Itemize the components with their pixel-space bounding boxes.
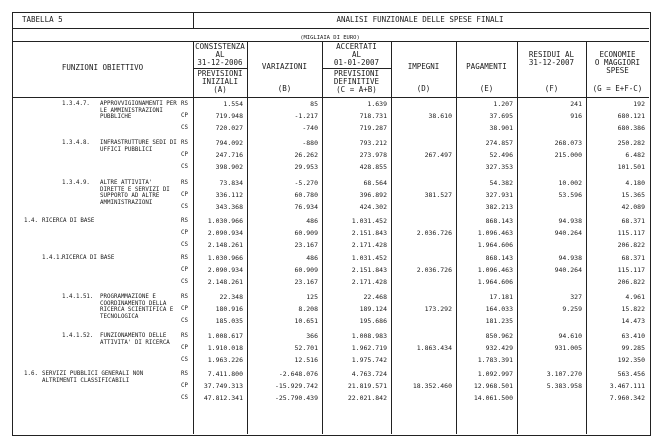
row-kind: CS — [181, 242, 188, 248]
table-cell: 343.368 — [215, 203, 243, 211]
function-label: TECNOLOGICA — [100, 313, 139, 320]
table-cell: 22.021.842 — [347, 394, 387, 402]
function-label: SUPPORTO AD ALTRE — [100, 193, 160, 200]
table-cell: 206.822 — [617, 241, 645, 249]
table-cell: -15.929.742 — [274, 382, 318, 390]
table-cell: 52.701 — [294, 344, 318, 352]
table-cell: 99.285 — [621, 344, 645, 352]
row-kind: RS — [181, 255, 188, 261]
column-subheader: (D) — [416, 84, 431, 93]
table-cell: 1.964.606 — [477, 241, 513, 249]
table-cell: 63.410 — [621, 332, 645, 340]
row-kind: RS — [181, 218, 188, 224]
table-cell: 4.180 — [625, 179, 645, 187]
table-cell: 940.264 — [554, 266, 582, 274]
table-cell: 932.429 — [485, 344, 513, 352]
table-cell: 2.090.934 — [207, 266, 243, 274]
column-header-line: 01-01-2007 — [333, 58, 380, 67]
row-kind: CS — [181, 164, 188, 170]
table-cell: 366 — [306, 332, 318, 340]
table-cell: 173.292 — [424, 305, 452, 313]
table-cell: 1.031.452 — [351, 254, 387, 262]
table-cell: -880 — [302, 139, 318, 147]
function-label: FUNZIONAMENTO DELLE — [100, 333, 167, 339]
table-cell: 7.960.342 — [609, 394, 645, 402]
table-cell: 2.148.261 — [207, 241, 243, 249]
table-cell: 1.092.997 — [477, 370, 513, 378]
table-cell: 327 — [570, 293, 582, 301]
table-cell: 26.262 — [294, 151, 318, 159]
table-cell: 250.282 — [617, 139, 645, 147]
table-cell: 931.005 — [554, 344, 582, 352]
table-cell: 850.962 — [485, 332, 513, 340]
column-header-line: ACCERTATI — [336, 42, 377, 51]
table-cell: 1.783.391 — [477, 356, 513, 364]
title-divider — [193, 12, 194, 28]
table-cell: 23.167 — [294, 278, 318, 286]
table-cell: -1.217 — [294, 112, 318, 120]
table-cell: 868.143 — [485, 217, 513, 225]
column-rule — [517, 41, 518, 434]
table-cell: 1.030.966 — [207, 217, 243, 225]
table-cell: 185.035 — [215, 317, 243, 325]
table-cell: 17.181 — [489, 293, 513, 301]
table-cell: 2.171.428 — [351, 278, 387, 286]
table-cell: 718.731 — [359, 112, 387, 120]
column-subheader: DEFINITIVE — [333, 77, 380, 86]
row-kind: RS — [181, 333, 188, 339]
function-label: DIRETTE E SERVIZI DI — [100, 186, 170, 193]
row-kind: RS — [181, 101, 188, 107]
column-subheader: INIZIALI — [201, 77, 239, 86]
table-cell: 268.073 — [554, 139, 582, 147]
table-cell: 868.143 — [485, 254, 513, 262]
table-cell: 14.473 — [621, 317, 645, 325]
table-cell: 54.382 — [489, 179, 513, 187]
table-cell: 1.030.966 — [207, 254, 243, 262]
functions-header: FUNZIONI OBIETTIVO — [61, 63, 144, 72]
row-kind: RS — [181, 294, 188, 300]
row-kind: CS — [181, 279, 188, 285]
table-cell: 6.482 — [625, 151, 645, 159]
row-kind: CS — [181, 395, 188, 401]
table-cell: 4.961 — [625, 293, 645, 301]
table-cell: 398.902 — [215, 163, 243, 171]
column-subheader: (E) — [479, 84, 494, 93]
table-cell: 47.812.341 — [203, 394, 243, 402]
table-cell: 15.365 — [621, 191, 645, 199]
function-code: 1.4.1.52. — [62, 333, 94, 339]
column-subheader: (F) — [544, 84, 559, 93]
table-cell: 1.008.983 — [351, 332, 387, 340]
table-cell: 60.909 — [294, 266, 318, 274]
column-header-line: 31-12-2006 — [197, 58, 243, 67]
table-cell: 85 — [310, 100, 318, 108]
table-cell: 115.117 — [617, 266, 645, 274]
table-cell: 215.000 — [554, 151, 582, 159]
column-header-line: AL — [215, 50, 225, 59]
table-cell: 424.302 — [359, 203, 387, 211]
table-cell: 1.863.434 — [416, 344, 452, 352]
table-cell: 1.008.617 — [207, 332, 243, 340]
column-rule — [247, 41, 248, 434]
table-cell: 2.171.428 — [351, 241, 387, 249]
table-cell: 3.107.270 — [546, 370, 582, 378]
header-rule-bottom — [12, 97, 649, 98]
table-cell: 53.596 — [558, 191, 582, 199]
table-cell: 94.938 — [558, 217, 582, 225]
table-cell: 1.031.452 — [351, 217, 387, 225]
table-cell: 2.036.726 — [416, 266, 452, 274]
table-cell: 1.975.742 — [351, 356, 387, 364]
table-cell: 2.151.843 — [351, 229, 387, 237]
row-kind: RS — [181, 180, 188, 186]
function-code: 1.3.4.9. — [62, 180, 90, 186]
table-cell: 23.167 — [294, 241, 318, 249]
function-label: RICERCA SCIENTIFICA E — [100, 307, 174, 314]
table-cell: 14.061.500 — [473, 394, 513, 402]
column-header-line: AL — [351, 50, 362, 59]
column-header-line: RESIDUI AL — [528, 50, 575, 59]
column-subheader: PREVISIONI — [197, 69, 243, 78]
table-cell: 22.348 — [219, 293, 243, 301]
table-cell: 12.968.501 — [473, 382, 513, 390]
table-cell: 101.501 — [617, 163, 645, 171]
table-cell: 940.264 — [554, 229, 582, 237]
table-cell: 336.112 — [215, 191, 243, 199]
table-number: TABELLA 5 — [22, 15, 63, 24]
table-cell: 1.096.463 — [477, 229, 513, 237]
column-rule — [391, 41, 392, 434]
row-kind: CS — [181, 357, 188, 363]
column-rule — [322, 41, 323, 434]
table-cell: 274.857 — [485, 139, 513, 147]
table-cell: 1.962.719 — [351, 344, 387, 352]
table-cell: 327.931 — [485, 191, 513, 199]
table-cell: 4.763.724 — [351, 370, 387, 378]
function-label: ALTRE ATTIVITA' — [100, 180, 153, 186]
column-subheader: PREVISIONI — [333, 69, 380, 78]
table-cell: 73.834 — [219, 179, 243, 187]
table-cell: 793.212 — [359, 139, 387, 147]
column-header-line: 31-12-2007 — [528, 58, 575, 67]
function-code: 1.4.1.51. — [62, 294, 94, 300]
column-rule — [456, 41, 457, 434]
table-cell: 8.208 — [298, 305, 318, 313]
table-cell: 42.089 — [621, 203, 645, 211]
column-subheader: (C = A+B) — [336, 85, 377, 94]
row-kind: CP — [181, 383, 188, 389]
row-kind: CS — [181, 204, 188, 210]
column-header-line: O MAGGIORI — [594, 58, 641, 67]
column-header-line: IMPEGNI — [407, 62, 440, 71]
function-label: UFFICI PUBBLICI — [100, 146, 153, 153]
table-cell: -2.648.076 — [278, 370, 318, 378]
table-cell: 60.909 — [294, 229, 318, 237]
table-unit: (MIGLIAIA DI EURO) — [300, 35, 360, 41]
column-header-line: CONSISTENZA — [195, 42, 245, 51]
table-cell: 15.822 — [621, 305, 645, 313]
title-rule — [12, 28, 649, 29]
table-cell: 180.916 — [215, 305, 243, 313]
table-cell: 60.780 — [294, 191, 318, 199]
table-cell: 29.953 — [294, 163, 318, 171]
function-label: SERVIZI PUBBLICI GENERALI NON — [42, 371, 144, 377]
table-cell: 9.259 — [562, 305, 582, 313]
row-kind: CP — [181, 267, 188, 273]
table-cell: 1.554 — [223, 100, 243, 108]
column-subheader: (G = E+F-C) — [592, 84, 643, 93]
function-label: COORDINAMENTO DELLA — [100, 300, 167, 307]
table-cell: 1.639 — [367, 100, 387, 108]
table-cell: 181.235 — [485, 317, 513, 325]
table-cell: 189.124 — [359, 305, 387, 313]
function-label: ALTRIMENTI CLASSIFICABILI — [42, 377, 130, 384]
column-subheader: (A) — [213, 85, 227, 94]
column-header-line: SPESE — [606, 66, 629, 75]
table-cell: 719.948 — [215, 112, 243, 120]
table-cell: 396.892 — [359, 191, 387, 199]
column-subheader: (B) — [277, 84, 292, 93]
table-cell: 76.934 — [294, 203, 318, 211]
table-cell: 2.151.843 — [351, 266, 387, 274]
column-header-line: ECONOMIE — [599, 50, 636, 59]
function-code: 1.3.4.8. — [62, 140, 90, 146]
table-cell: 192.350 — [617, 356, 645, 364]
table-cell: 12.516 — [294, 356, 318, 364]
table-cell: -5.270 — [294, 179, 318, 187]
column-header-line: VARIAZIONI — [261, 62, 308, 71]
row-kind: CP — [181, 345, 188, 351]
table-cell: 10.651 — [294, 317, 318, 325]
function-label: PUBBLICHE — [100, 114, 132, 121]
function-label: APPROVVIGIONAMENTI PER — [100, 101, 177, 107]
table-cell: 1.207 — [493, 100, 513, 108]
table-cell: 37.749.313 — [203, 382, 243, 390]
table-cell: 52.496 — [489, 151, 513, 159]
function-label: INFRASTRUTTURE SEDI DI — [100, 140, 177, 146]
function-label: LE AMMINISTRAZIONI — [100, 107, 163, 114]
table-cell: 563.456 — [617, 370, 645, 378]
table-cell: 5.383.958 — [546, 382, 582, 390]
table-cell: 794.092 — [215, 139, 243, 147]
function-code: 1.3.4.7. — [62, 101, 90, 107]
table-cell: 1.096.463 — [477, 266, 513, 274]
table-cell: 719.287 — [359, 124, 387, 132]
table-cell: 327.353 — [485, 163, 513, 171]
table-cell: 18.352.460 — [412, 382, 452, 390]
table-cell: 486 — [306, 217, 318, 225]
table-cell: 7.411.800 — [207, 370, 243, 378]
table-cell: 720.027 — [215, 124, 243, 132]
column-rule — [586, 41, 587, 434]
table-cell: 94.610 — [558, 332, 582, 340]
table-cell: 267.497 — [424, 151, 452, 159]
table-cell: 916 — [570, 112, 582, 120]
table-cell: 381.527 — [424, 191, 452, 199]
function-label: RICERCA DI BASE — [62, 255, 115, 261]
table-cell: 247.716 — [215, 151, 243, 159]
table-cell: 486 — [306, 254, 318, 262]
table-cell: 2.090.934 — [207, 229, 243, 237]
row-kind: CP — [181, 113, 188, 119]
table-cell: 195.686 — [359, 317, 387, 325]
row-kind: CP — [181, 230, 188, 236]
row-kind: CP — [181, 192, 188, 198]
function-label: AMMINISTRAZIONI — [100, 199, 153, 206]
table-cell: 21.819.571 — [347, 382, 387, 390]
table-cell: 38.901 — [489, 124, 513, 132]
table-cell: 428.855 — [359, 163, 387, 171]
table-cell: -740 — [302, 124, 318, 132]
table-cell: 38.610 — [428, 112, 452, 120]
table-cell: 10.002 — [558, 179, 582, 187]
row-kind: RS — [181, 140, 188, 146]
table-cell: 1.963.226 — [207, 356, 243, 364]
table-cell: 68.371 — [621, 254, 645, 262]
table-cell: 241 — [570, 100, 582, 108]
table-cell: 94.938 — [558, 254, 582, 262]
table-cell: 68.371 — [621, 217, 645, 225]
table-cell: 382.213 — [485, 203, 513, 211]
table-cell: 273.978 — [359, 151, 387, 159]
function-label: PROGRAMMAZIONE E — [100, 294, 156, 300]
table-cell: 68.564 — [363, 179, 387, 187]
column-rule — [193, 41, 194, 434]
table-cell: 680.121 — [617, 112, 645, 120]
table-cell: 115.117 — [617, 229, 645, 237]
table-cell: 22.468 — [363, 293, 387, 301]
table-title: ANALISI FUNZIONALE DELLE SPESE FINALI — [336, 15, 504, 24]
table-cell: 680.386 — [617, 124, 645, 132]
table-cell: 37.695 — [489, 112, 513, 120]
table-cell: 192 — [633, 100, 645, 108]
table-cell: 206.822 — [617, 278, 645, 286]
row-kind: CP — [181, 152, 188, 158]
table-cell: 164.033 — [485, 305, 513, 313]
function-code: 1.4. — [24, 218, 38, 224]
table-cell: 2.036.726 — [416, 229, 452, 237]
row-kind: CS — [181, 125, 188, 131]
table-cell: 3.467.111 — [609, 382, 645, 390]
function-label: RICERCA DI BASE — [42, 218, 95, 224]
table-cell: -25.790.439 — [274, 394, 318, 402]
function-label: ATTIVITA' DI RICERCA — [100, 339, 170, 346]
function-code: 1.4.1. — [42, 255, 63, 261]
row-kind: RS — [181, 371, 188, 377]
table-cell: 2.148.261 — [207, 278, 243, 286]
function-code: 1.6. — [24, 371, 38, 377]
column-header-line: PAGAMENTI — [466, 62, 507, 71]
header-rule-top — [12, 41, 649, 42]
row-kind: CS — [181, 318, 188, 324]
table-cell: 1.964.606 — [477, 278, 513, 286]
table-cell: 1.910.018 — [207, 344, 243, 352]
row-kind: CP — [181, 306, 188, 312]
table-cell: 125 — [306, 293, 318, 301]
